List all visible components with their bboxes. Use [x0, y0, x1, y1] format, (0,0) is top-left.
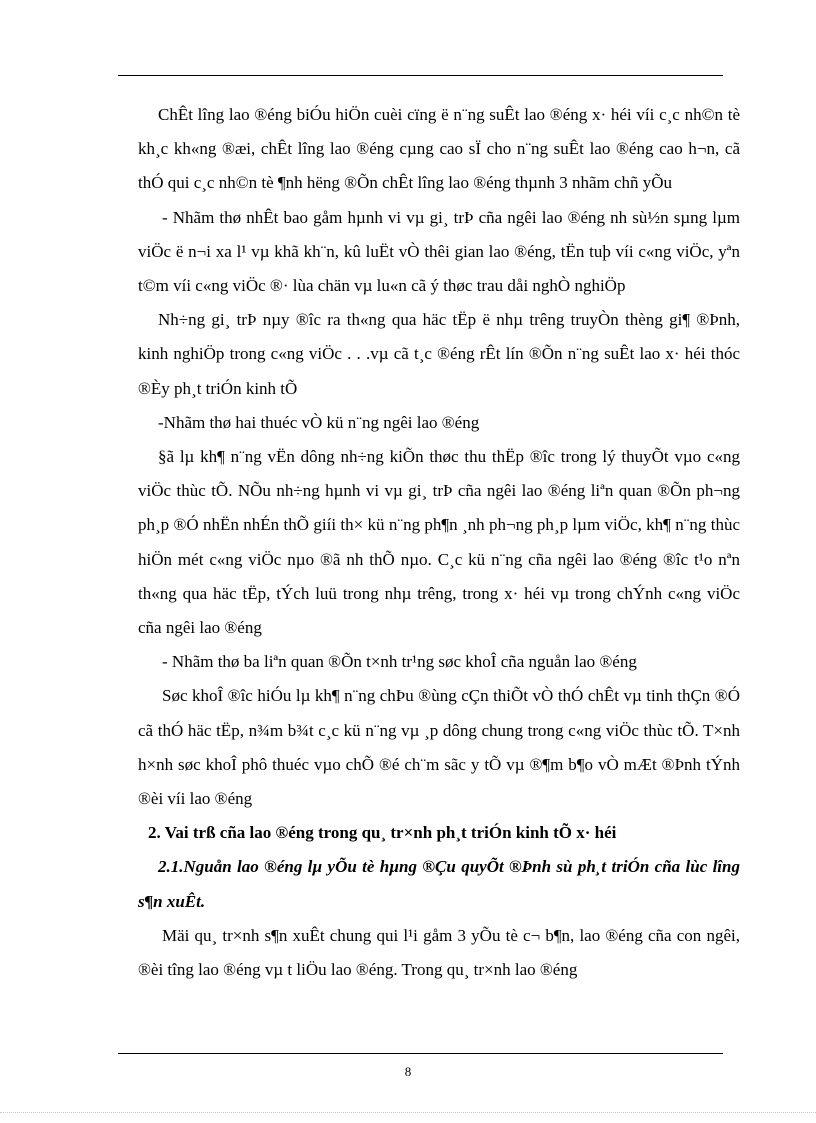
page-edge-divider — [0, 1112, 816, 1113]
paragraph-skills: §ã lµ kh¶ n¨ng vËn dông nh÷ng kiÕn thøc thu thËp ®îc trong lý thuyÕt vµo c«ng viÖc thùc tÕ. NÕu nh÷ng hµnh vi vµ gi¸ trÞ cña ngêi lao ®éng liªn quan ®Õn ph¬ng ph¸p ®Ó nhËn nhÉn thÕ giíi th× kü n¨ng ph¶n ¸nh ph¬ng ph¸p lµm viÖc, kh¶ n¨ng thùc hiÖn mét c«ng viÖc nµo ®ã nh thÕ nµo. C¸c kü n¨ng cña ngêi lao ®éng ®îc t¹o nªn th«ng qua häc tËp, tÝch luü trong nhµ trêng, trong x· héi vµ trong chÝnh c«ng viÖc cña ngêi lao ®éng — [138, 447, 740, 638]
paragraph-group-two: -Nhãm thø hai thuéc vÒ kü n¨ng ngêi lao ®éng — [158, 412, 480, 432]
paragraph-group-one: - Nhãm thø nhÊt bao gåm hµnh vi vµ gi¸ trÞ cña ngêi lao ®éng nh sù½n sµng lµm viÖc ë n¬i xa l¹ vµ khã kh¨n, kû luËt vÒ thêi gian lao ®éng, tËn tuþ víi c«ng viÖc, yªn t©m víi c«ng viÖc ®· lùa chän vµ lu«n cã ý thøc trau dåi nghÒ nghiÖp — [138, 207, 740, 296]
paragraph-values: Nh÷ng gi¸ trÞ nµy ®îc ra th«ng qua häc tËp ë nhµ trêng truyÒn thèng gi¶ ®Þnh, kinh nghiÖp trong c«ng viÖc . . .vµ cã t¸c ®éng rÊt lín ®Õn n¨ng suÊt lao x· héi thóc ®Èy ph¸t triÓn kinh tÕ — [138, 310, 740, 398]
paragraph-health: Søc khoÎ ®îc hiÓu lµ kh¶ n¨ng chÞu ®ùng cÇn thiÕt vÒ thÓ chÊt vµ tinh thÇn ®Ó cã thÓ häc tËp, n¾m b¾t c¸c kü n¨ng vµ ¸p dông chung trong c«ng viÖc thùc tÕ. T×nh h×nh søc khoÎ phô thuéc vµo chÕ ®é ch¨m sãc y tÕ vµ ®¶m b¶o vÒ mÆt ®Þnh tÝnh ®èi víi lao ®éng — [138, 686, 740, 809]
header-rule — [118, 75, 723, 76]
paragraph-production: Mäi qu¸ tr×nh s¶n xuÊt chung qui l¹i gåm 3 yÕu tè c¬ b¶n, lao ®éng cña con ngêi, ®èi tîng lao ®éng vµ t liÖu lao ®éng. Trong qu¸ tr×nh lao ®éng — [138, 925, 740, 980]
section-heading: 2. Vai trß cña lao ®éng trong qu¸ tr×nh ph¸t triÓn kinh tÕ x· héi — [148, 823, 617, 843]
page-number: 8 — [404, 1064, 412, 1079]
page-body — [138, 98, 740, 987]
footer-rule — [118, 1053, 723, 1054]
subsection-heading: 2.1.Nguån lao ®éng lµ yÕu tè hµng ®Çu quyÕt ®Þnh sù ph¸t triÓn cña lùc lîng s¶n xuÊt. — [138, 857, 740, 911]
paragraph-group-three: - Nhãm thø ba liªn quan ®Õn t×nh tr¹ng søc khoÎ cña nguån lao ®éng — [162, 652, 637, 672]
paragraph-labor-quality: ChÊt lîng lao ®éng biÓu hiÖn cuèi cïng ë n¨ng suÊt lao ®éng x· héi víi c¸c nh©n tè kh¸c kh«ng ®æi, chÊt lîng lao ®éng cµng cao sÏ cho n¨ng suÊt lao ®éng cao h¬n, cã thÓ qui c¸c nh©n tè ¶nh hëng ®Õn chÊt lîng lao ®éng thµnh 3 nhãm chñ yÕu — [138, 105, 740, 193]
